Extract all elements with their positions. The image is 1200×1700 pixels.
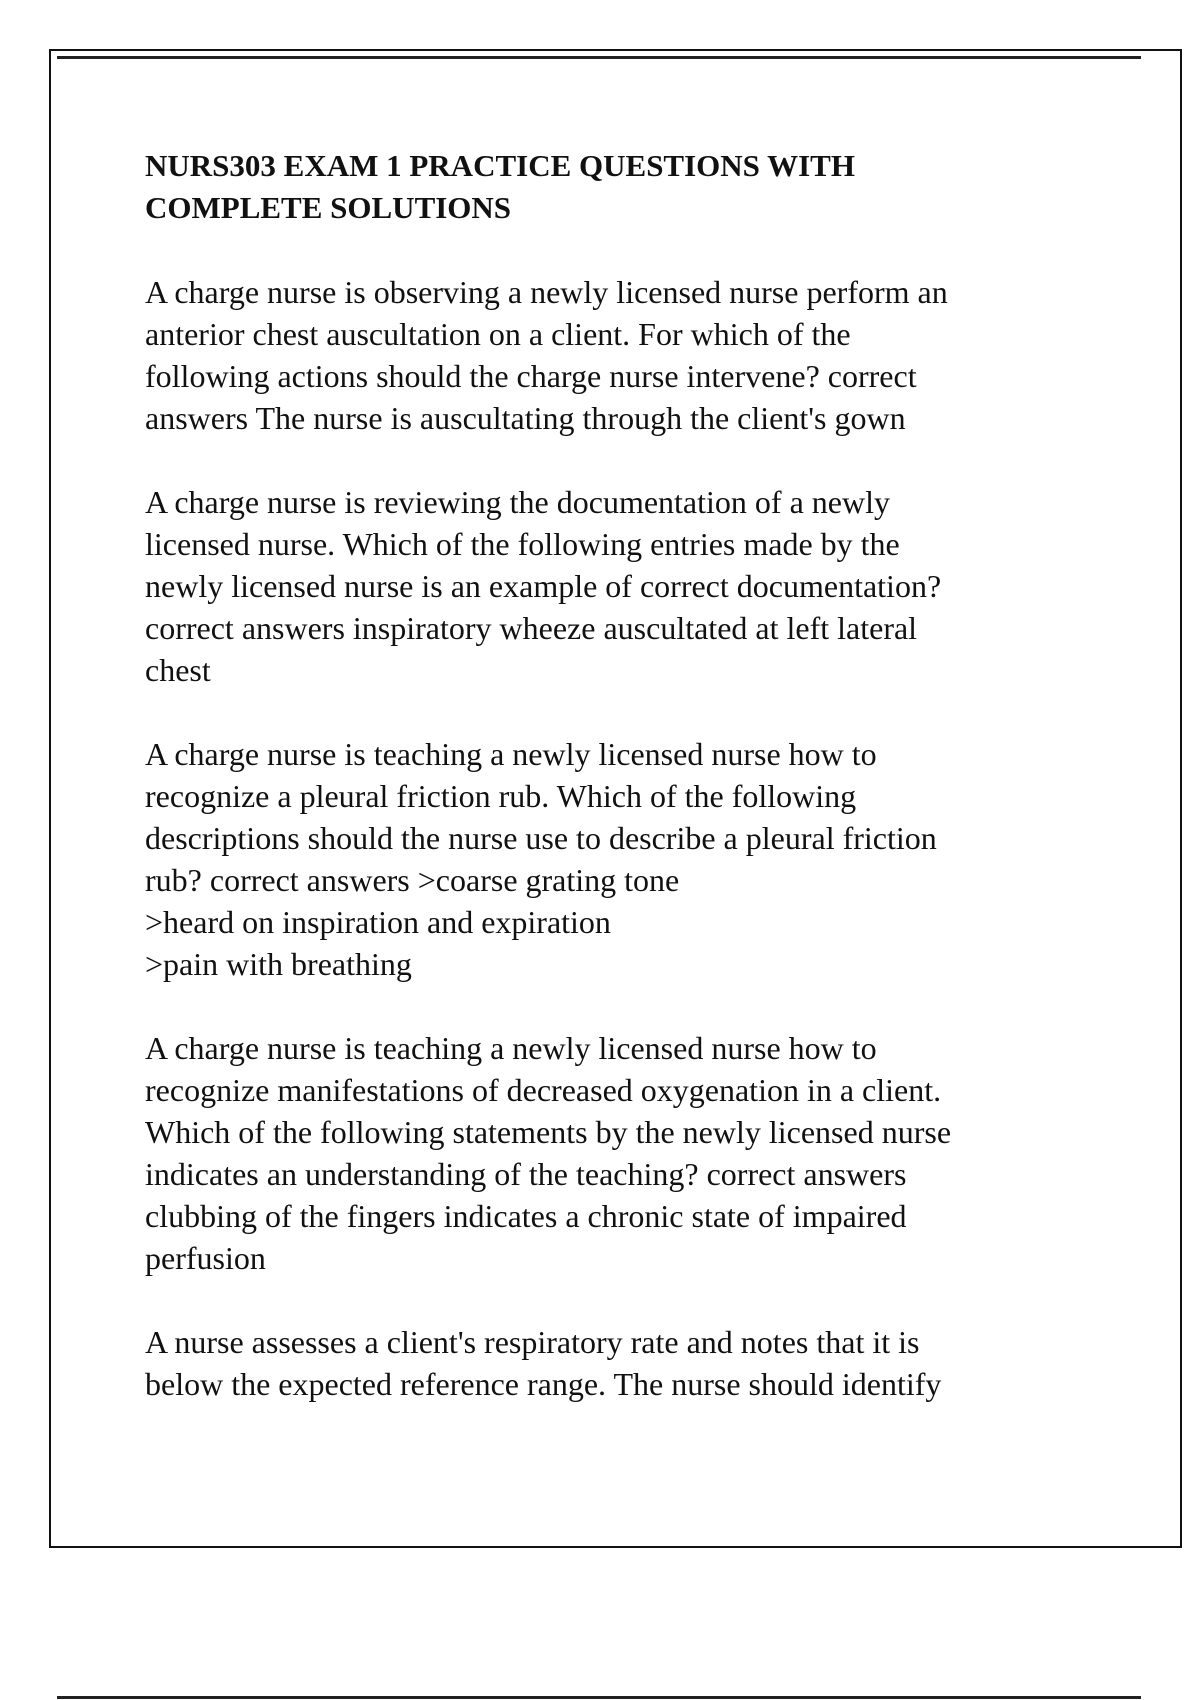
paragraph-line: recognize manifestations of decreased oxygenation in a client. — [145, 1072, 942, 1108]
question-paragraph — [145, 1027, 1145, 1279]
paragraph-line: answers The nurse is auscultating through the client's gown — [145, 400, 906, 436]
paragraph-line: descriptions should the nurse use to describe a pleural friction — [145, 820, 937, 856]
paragraph-line: recognize a pleural friction rub. Which of the following — [145, 778, 857, 814]
paragraph-line: rub? correct answers >coarse grating tone — [145, 862, 680, 898]
footer-rule — [57, 1696, 1141, 1699]
paragraph-line: >heard on inspiration and expiration — [145, 904, 611, 940]
paragraph-line: Which of the following statements by the newly licensed nurse — [145, 1114, 952, 1150]
document-title — [145, 145, 1145, 229]
title-line: NURS303 EXAM 1 PRACTICE QUESTIONS WITH — [145, 148, 855, 183]
header-rule — [57, 56, 1141, 59]
paragraph-line: perfusion — [145, 1240, 266, 1276]
paragraph-line: A nurse assesses a client's respiratory rate and notes that it is — [145, 1324, 920, 1360]
question-paragraph — [145, 481, 1145, 691]
question-paragraph — [145, 733, 1145, 985]
paragraph-line: licensed nurse. Which of the following entries made by the — [145, 526, 900, 562]
paragraph-line: anterior chest auscultation on a client. For which of the — [145, 316, 851, 352]
question-paragraph — [145, 271, 1145, 439]
paragraph-line: A charge nurse is observing a newly licensed nurse perform an — [145, 274, 948, 310]
paragraph-line: A charge nurse is teaching a newly licensed nurse how to — [145, 1030, 877, 1066]
paragraph-line: A charge nurse is reviewing the documentation of a newly — [145, 484, 890, 520]
paragraph-line: >pain with breathing — [145, 946, 412, 982]
paragraph-line: chest — [145, 652, 211, 688]
paragraph-line: indicates an understanding of the teaching? correct answers — [145, 1156, 907, 1192]
paragraph-line: following actions should the charge nurse intervene? correct — [145, 358, 917, 394]
title-line: COMPLETE SOLUTIONS — [145, 190, 512, 225]
paragraph-line: A charge nurse is teaching a newly licensed nurse how to — [145, 736, 877, 772]
paragraph-line: newly licensed nurse is an example of correct documentation? — [145, 568, 942, 604]
document-body — [145, 145, 1145, 1405]
paragraph-line: clubbing of the fingers indicates a chronic state of impaired — [145, 1198, 907, 1234]
paragraph-line: below the expected reference range. The nurse should identify — [145, 1366, 942, 1402]
question-paragraph — [145, 1321, 1145, 1405]
paragraph-line: correct answers inspiratory wheeze auscultated at left lateral — [145, 610, 918, 646]
